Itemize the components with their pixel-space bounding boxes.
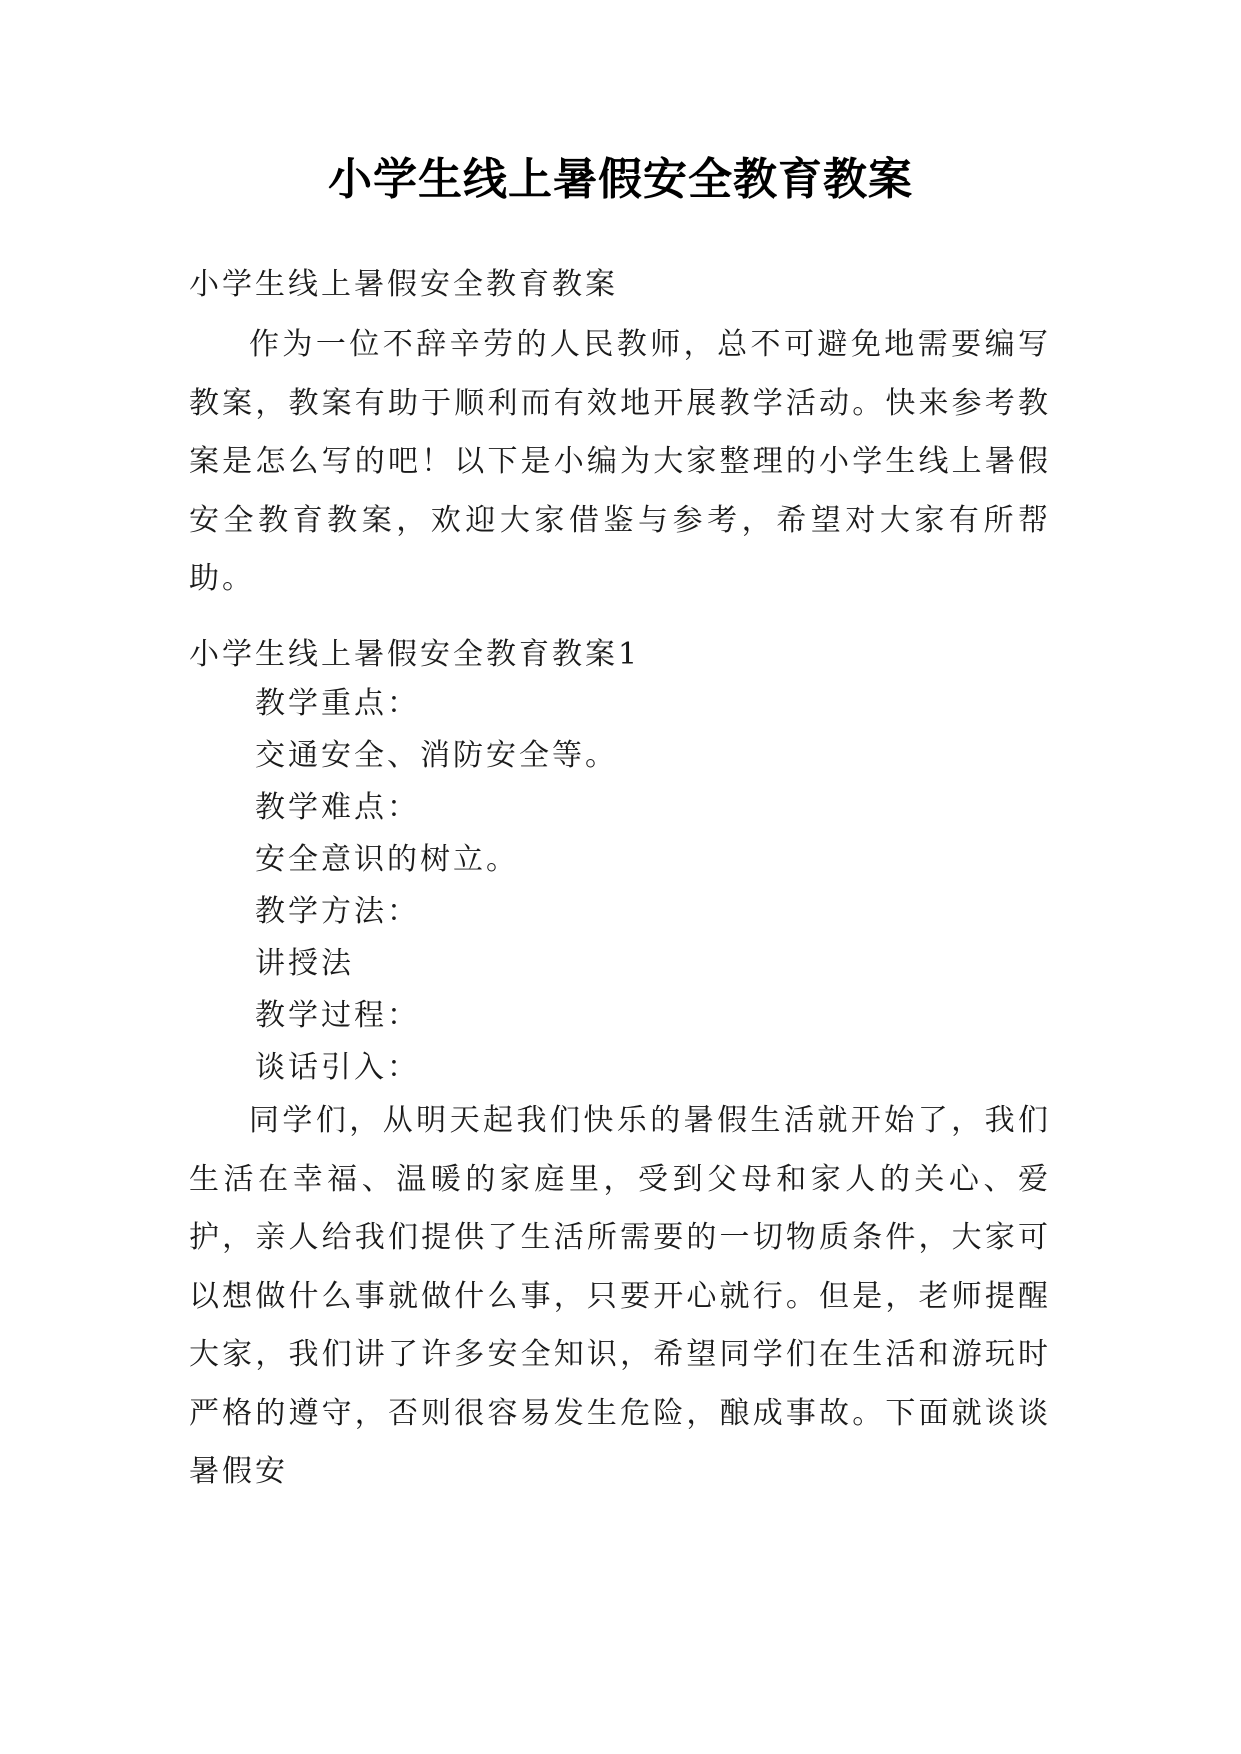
list-item: 谈话引入： — [255, 1050, 420, 1085]
list-item: 讲授法 — [255, 946, 354, 981]
document-subtitle: 小学生线上暑假安全教育教案 — [189, 267, 618, 302]
list-item: 教学难点： — [255, 790, 420, 825]
intro-section — [189, 316, 1051, 609]
list-item: 交通安全、消防安全等。 — [255, 738, 618, 773]
list-item: 教学过程： — [255, 998, 420, 1033]
closing-section — [189, 1092, 1051, 1502]
document-title: 小学生线上暑假安全教育教案 — [328, 154, 913, 205]
list-item: 安全意识的树立。 — [255, 842, 519, 877]
list-item: 教学重点： — [255, 686, 420, 721]
list-item: 教学方法： — [255, 894, 420, 929]
section-heading: 小学生线上暑假安全教育教案1 — [189, 637, 641, 672]
lesson-items — [189, 678, 1051, 1094]
closing-paragraph: 同学们，从明天起我们快乐的暑假生活就开始了，我们生活在幸福、温暖的家庭里，受到父母和家人的关心、爱护，亲人给我们提供了生活所需要的一切物质条件，大家可以想做什么事就做什么事，只要开心就行。但是，老师提醒大家，我们讲了许多安全知识，希望同学们在生活和游玩时严格的遵守，否则很容易发生危险，酿成事故。下面就谈谈暑假安 — [189, 1103, 1051, 1489]
intro-paragraph: 作为一位不辞辛劳的人民教师，总不可避免地需要编写教案，教案有助于顺利而有效地开展教学活动。快来参考教案是怎么写的吧！以下是小编为大家整理的小学生线上暑假安全教育教案，欢迎大家借鉴与参考，希望对大家有所帮助。 — [189, 327, 1051, 596]
